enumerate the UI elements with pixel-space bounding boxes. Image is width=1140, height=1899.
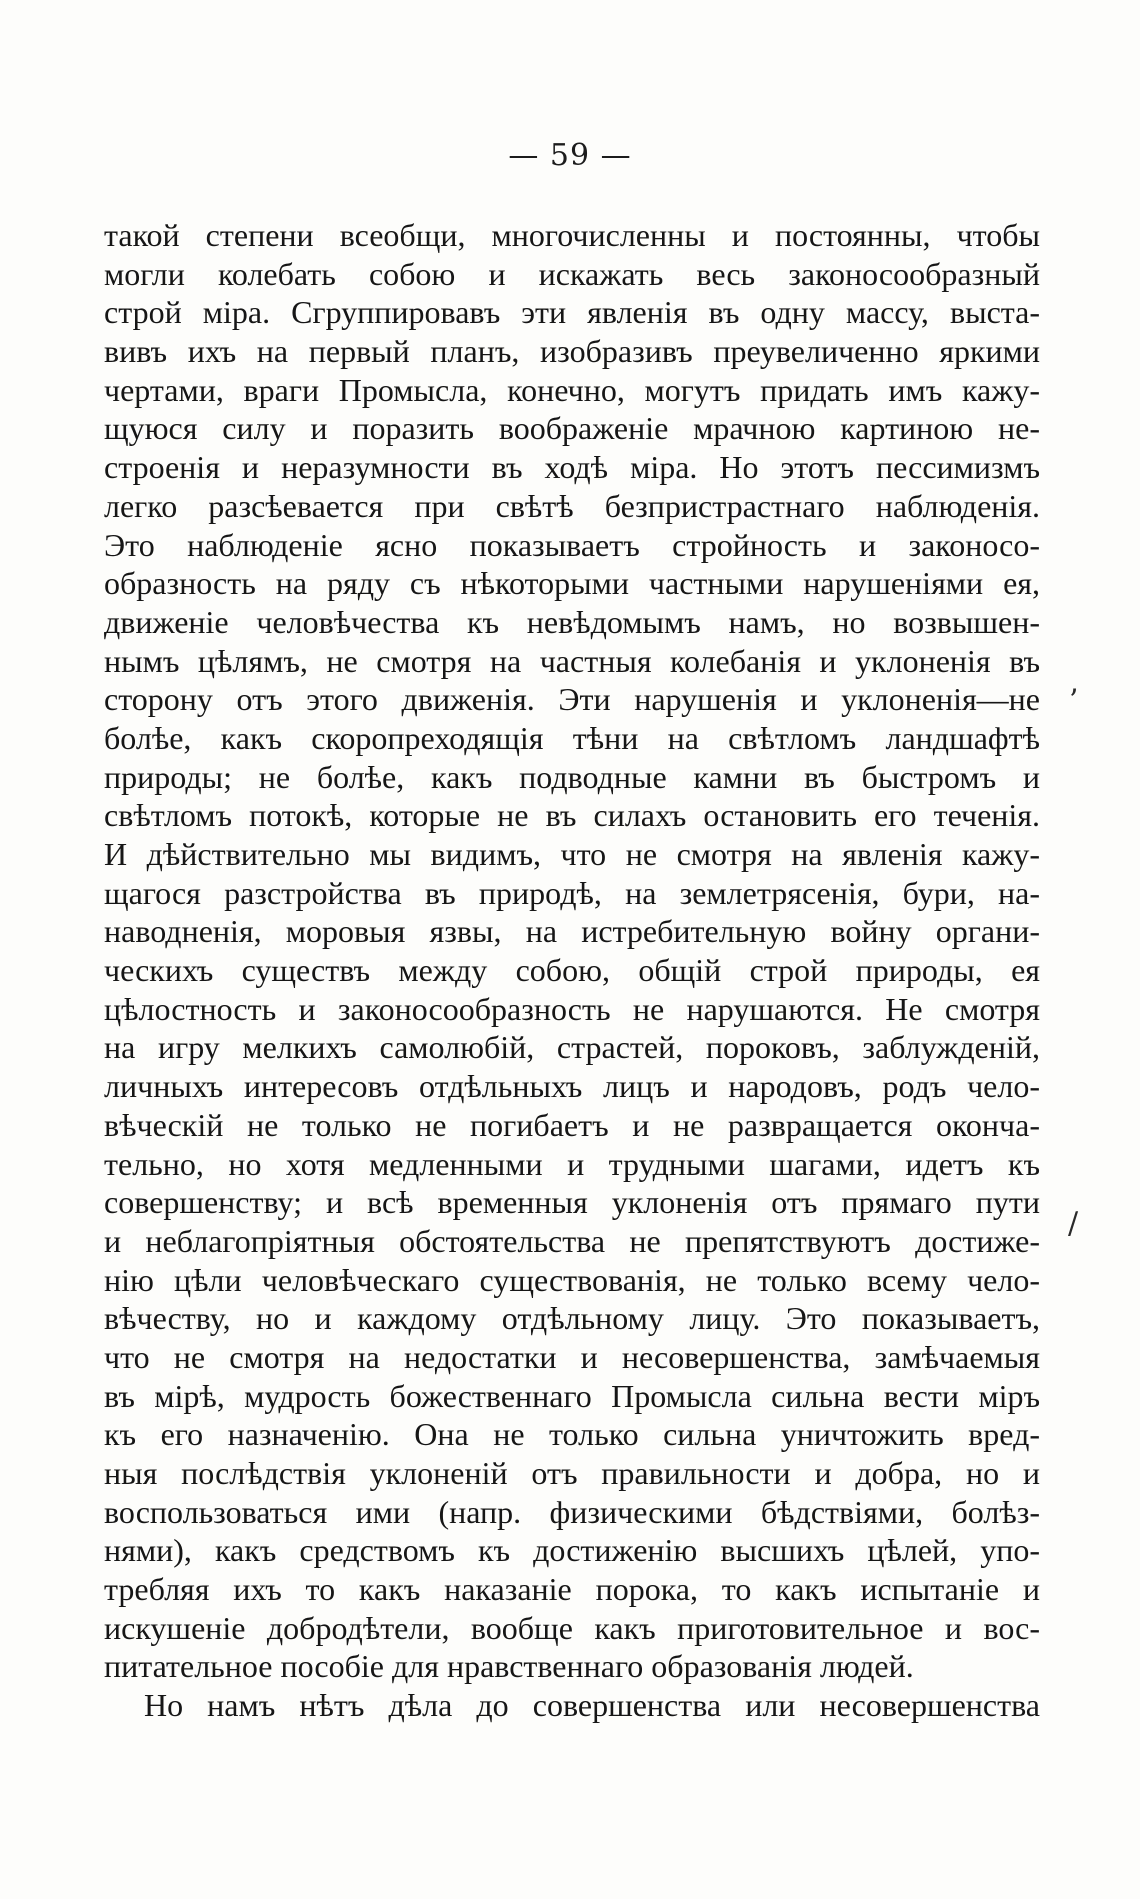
text-line: нымъ цѣлямъ, не смотря на частныя колебанія и уклоненія въ xyxy=(104,642,1040,679)
text-line: нями), какъ средствомъ къ достиженію высшихъ цѣлей, упо- xyxy=(104,1532,1040,1569)
margin-tick-icon: ʼ xyxy=(1068,684,1078,719)
text-line: образность на ряду съ нѣкоторыми частными нарушеніями ея, xyxy=(104,565,1040,602)
text-line: природы; не болѣе, какъ подводные камни въ быстромъ и xyxy=(104,758,1040,795)
text-line: и неблагопріятныя обстоятельства не препятствуютъ достиже- xyxy=(104,1222,1040,1259)
text-line: искушеніе добродѣтели, вообще какъ приготовительное и вос- xyxy=(104,1609,1040,1646)
text-line: къ его назначенію. Она не только сильна уничтожить вред- xyxy=(104,1416,1040,1453)
text-line: что не смотря на недостатки и несовершенства, замѣчаемыя xyxy=(104,1338,1040,1375)
page-text xyxy=(104,216,1040,1725)
text-line: чертами, враги Промысла, конечно, могутъ придать имъ кажу- xyxy=(104,371,1040,408)
text-line: цѣлостность и законосообразность не нарушаются. Не смотря xyxy=(104,990,1040,1027)
text-line: свѣтломъ потокѣ, которые не въ силахъ остановить его теченія. xyxy=(104,797,1040,834)
text-line: такой степени всеобщи, многочисленны и постоянны, чтобы xyxy=(104,217,1040,253)
text-line: требляя ихъ то какъ наказаніе порока, то какъ испытаніе и xyxy=(104,1571,1040,1608)
text-line: вѣчеству, но и каждому отдѣльному лицу. Это показываетъ, xyxy=(104,1300,1040,1337)
text-line: щуюся силу и поразить воображеніе мрачною картиною не- xyxy=(104,410,1040,447)
text-line: совершенству; и всѣ временныя уклоненія отъ прямаго пути xyxy=(104,1184,1040,1221)
text-line: щагося разстройства въ природѣ, на землетрясенія, бури, на- xyxy=(104,874,1040,911)
text-line: вивъ ихъ на первый планъ, изобразивъ преувеличенно яркими xyxy=(104,333,1040,370)
text-line: И дѣйствительно мы видимъ, что не смотря на явленія кажу- xyxy=(104,836,1040,872)
text-line: наводненія, моровыя язвы, на истребительную войну органи- xyxy=(104,913,1040,950)
text-line: строенія и неразумности въ ходѣ міра. Но этотъ пессимизмъ xyxy=(104,449,1040,486)
text-line: строй міра. Сгруппировавъ эти явленія въ одну массу, выста- xyxy=(104,294,1040,331)
text-line: сторону отъ этого движенія. Эти нарушенія и уклоненія—не xyxy=(104,681,1040,718)
text-line: Но намъ нѣтъ дѣла до совершенства или несовершенства xyxy=(144,1687,1040,1724)
text-line: легко разсѣевается при свѣтѣ безпристрастнаго наблюденія. xyxy=(104,487,1040,524)
text-line: питательное пособіе для нравственнаго образованія людей. xyxy=(104,1648,914,1685)
page-number: — 59 — xyxy=(508,138,632,173)
text-line: тельно, но хотя медленными и трудными шагами, идетъ къ xyxy=(104,1145,1040,1182)
text-line: Это наблюденіе ясно показываетъ стройность и законосо- xyxy=(104,526,1040,563)
text-line: движеніе человѣчества къ невѣдомымъ намъ, но возвышен- xyxy=(104,603,1040,640)
margin-stroke-icon: / xyxy=(1068,1206,1079,1241)
text-line: ныя послѣдствія уклоненій отъ правильности и добра, но и xyxy=(104,1455,1040,1491)
text-line: воспользоваться ими (напр. физическими бѣдствіями, болѣз- xyxy=(104,1493,1040,1530)
text-line: вѣческій не только не погибаетъ и не развращается оконча- xyxy=(104,1106,1040,1143)
text-line: личныхъ интересовъ отдѣльныхъ лицъ и народовъ, родъ чело- xyxy=(104,1068,1040,1105)
text-line: на игру мелкихъ самолюбій, страстей, пороковъ, заблужденій, xyxy=(104,1029,1040,1066)
text-line: болѣе, какъ скоропреходящія тѣни на свѣтломъ ландшафтѣ xyxy=(104,719,1040,756)
text-line: нію цѣли человѣческаго существованія, не только всему чело- xyxy=(104,1261,1040,1298)
text-line: могли колебать собою и искажать весь законосообразный xyxy=(104,255,1040,292)
text-line: ческихъ существъ между собою, общій строй природы, ея xyxy=(104,952,1040,989)
text-line: въ мірѣ, мудрость божественнаго Промысла сильна вести міръ xyxy=(104,1377,1040,1414)
